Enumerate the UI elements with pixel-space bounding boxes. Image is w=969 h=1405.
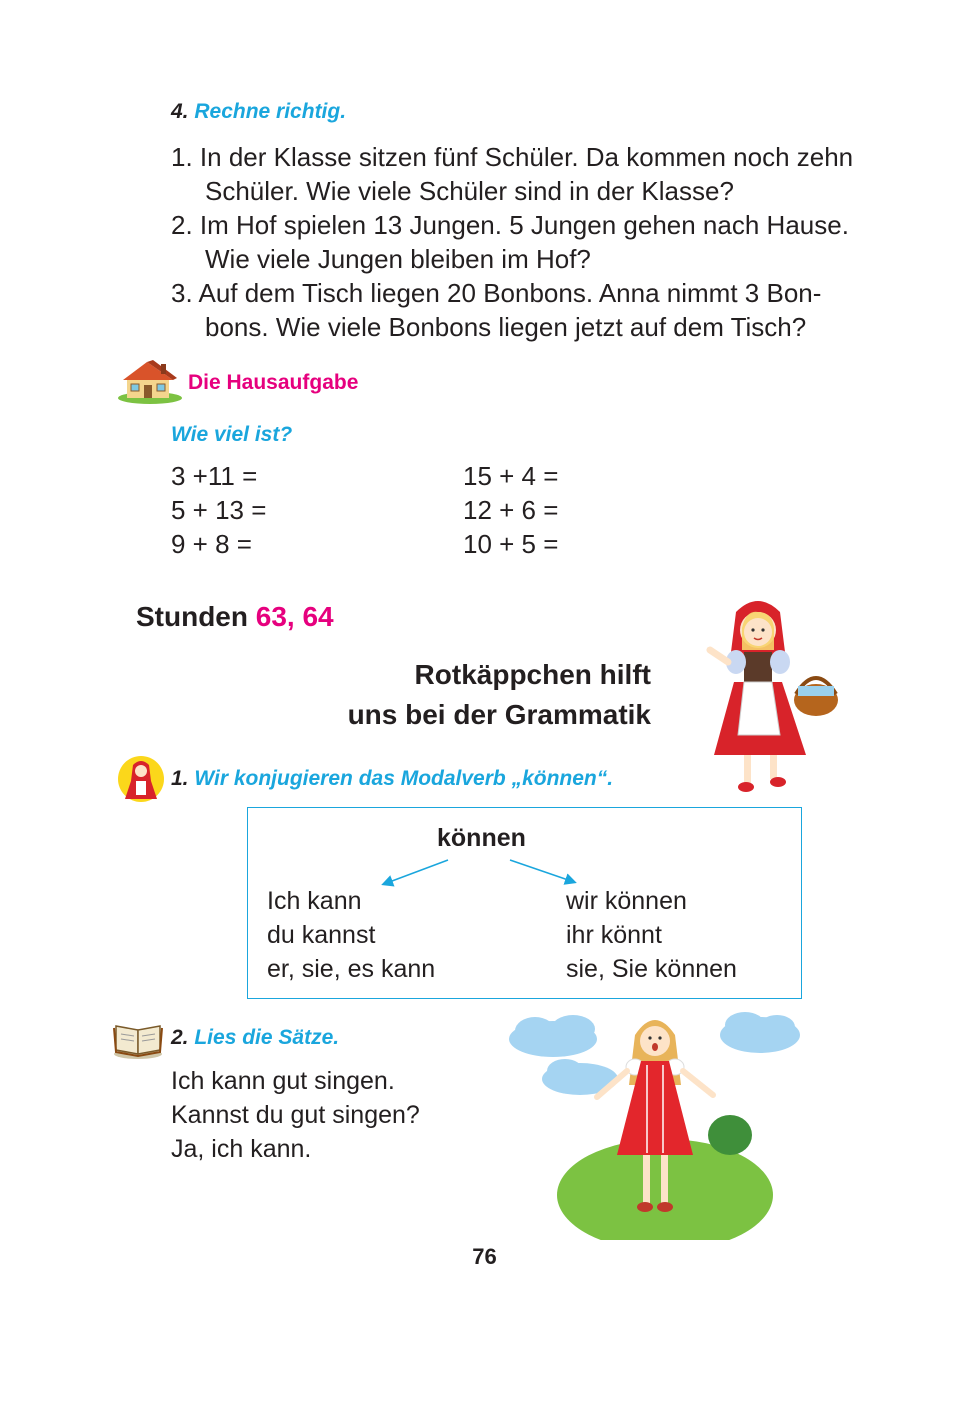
lesson-title (348, 655, 651, 735)
task4-number: 4. (171, 100, 189, 123)
lesson-numbers: 63, 64 (255, 601, 334, 632)
lesson-title-line-2: uns bei der Grammatik (347, 699, 651, 730)
conjugation-form: du kannst (267, 921, 376, 949)
singular-forms (267, 884, 435, 986)
problem-3-line-2: bons. Wie viele Bonbons liegen jetzt auf dem Tisch? (205, 312, 807, 342)
exercise2-heading (171, 1026, 339, 1050)
problem-1 (171, 140, 853, 208)
book-icon (112, 1016, 164, 1060)
riding-hood-badge-icon (117, 753, 165, 805)
conjugation-form: Ich kann (267, 887, 362, 915)
conjugation-box (247, 807, 802, 999)
sum-item: 9 + 8 = (171, 529, 252, 559)
red-riding-hood-illustration (688, 590, 848, 800)
lesson-title-line-1: Rotkäppchen hilft (414, 659, 651, 690)
task4-problem-list (171, 140, 853, 344)
sum-item: 5 + 13 = (171, 495, 267, 525)
sentence: Ich kann gut singen. (171, 1067, 395, 1095)
sentence: Kannst du gut singen? (171, 1101, 420, 1129)
exercise1-number: 1. (171, 767, 189, 790)
homework-label (188, 371, 358, 395)
homework-label-text: Die Hausaufgabe (188, 371, 359, 394)
problem-1-line-1: 1. In der Klasse sitzen fünf Schüler. Da kommen noch zehn (171, 142, 854, 172)
problem-2-line-1: 2. Im Hof spielen 13 Jungen. 5 Jungen gehen nach Hause. (171, 210, 849, 240)
exercise1-title: Wir konjugieren das Modalverb „können“. (194, 767, 614, 790)
homework-sums-left (171, 459, 266, 561)
sum-item: 15 + 4 = (463, 461, 559, 491)
problem-2-line-2: Wie viele Jungen bleiben im Hof? (205, 244, 591, 274)
lesson-prefix: Stunden (136, 601, 248, 632)
singing-girl-illustration (505, 1005, 805, 1240)
exercise2-sentences (171, 1064, 420, 1166)
conjugation-form: sie, Sie können (566, 955, 737, 983)
task4-title: Rechne richtig. (194, 100, 347, 123)
conjugation-form: wir können (566, 887, 687, 915)
lesson-header (136, 601, 334, 633)
conjugation-form: ihr könnt (566, 921, 662, 949)
problem-2 (171, 208, 853, 276)
homework-question: Wie viel ist? (171, 423, 293, 446)
plural-forms (566, 884, 737, 986)
house-icon (117, 356, 183, 404)
problem-3-line-1: 3. Auf dem Tisch liegen 20 Bonbons. Anna nimmt 3 Bon- (171, 278, 822, 308)
exercise1-heading (171, 767, 613, 791)
sum-item: 3 +11 = (171, 461, 258, 491)
exercise2-title: Lies die Sätze. (194, 1026, 340, 1049)
problem-3 (171, 276, 853, 344)
page-number: 76 (472, 1244, 497, 1269)
sum-item: 10 + 5 = (463, 529, 559, 559)
homework-sums-right (463, 459, 558, 561)
conjugation-verb: können (437, 824, 526, 852)
problem-1-line-2: Schüler. Wie viele Schüler sind in der Klasse? (205, 176, 734, 206)
sum-item: 12 + 6 = (463, 495, 559, 525)
conjugation-form: er, sie, es kann (267, 955, 436, 983)
exercise2-number: 2. (171, 1026, 189, 1049)
task4-heading (171, 100, 346, 124)
sentence: Ja, ich kann. (171, 1135, 312, 1163)
